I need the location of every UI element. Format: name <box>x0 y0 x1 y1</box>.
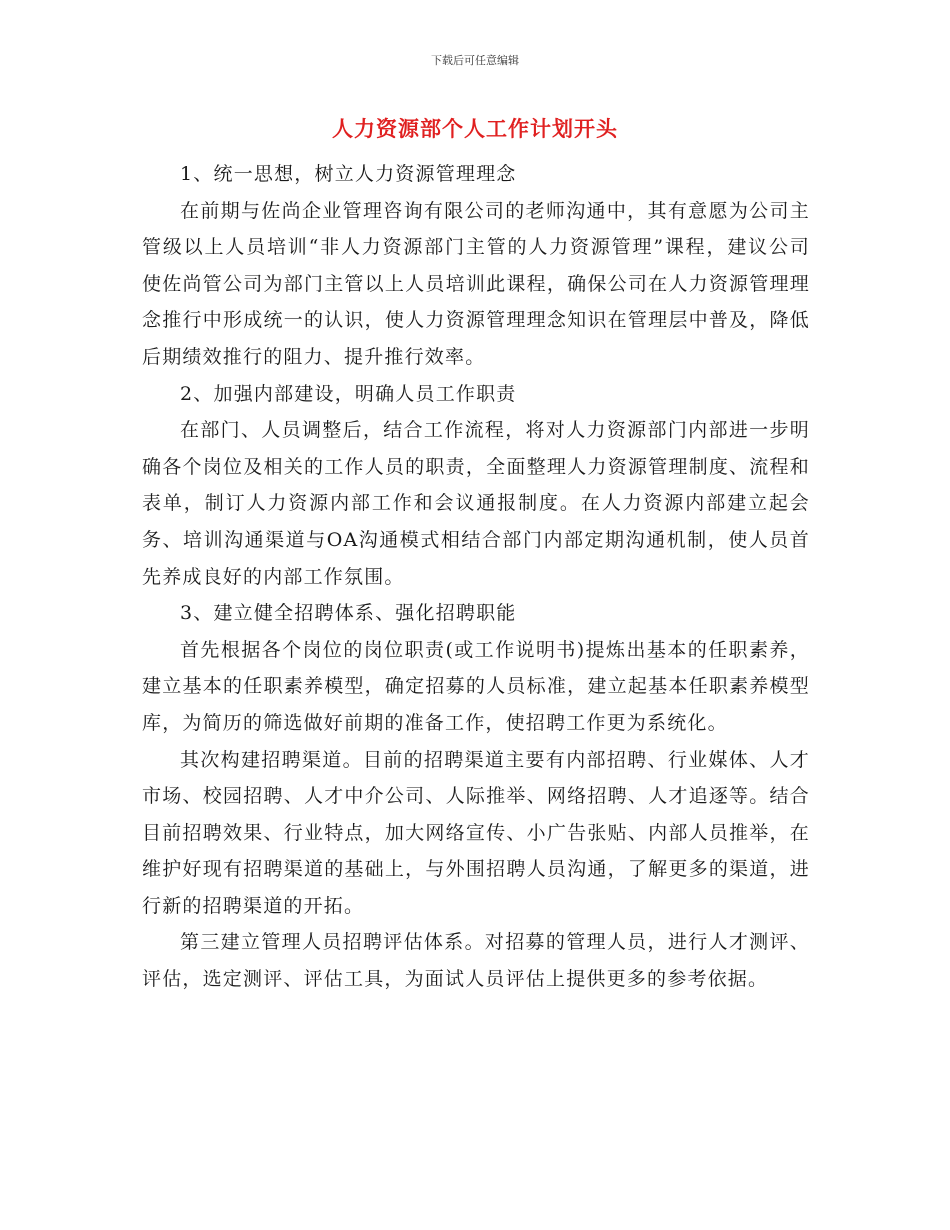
paragraph: 首先根据各个岗位的岗位职责(或工作说明书)提炼出基本的任职素养，建立基本的任职素养模型，确定招募的人员标准，建立起基本任职素养模型库，为简历的筛选做好前期的准备工作，使招聘工作更为系统化。 <box>142 638 810 734</box>
paragraph: 在部门、人员调整后，结合工作流程，将对人力资源部门内部进一步明确各个岗位及相关的工作人员的职责，全面整理人力资源管理制度、流程和表单，制订人力资源内部工作和会议通报制度。在人力资源内部建立起会务、培训沟通渠道与OA沟通模式相结合部门内部定期沟通机制，使人员首先养成良好的内部工作氛围。 <box>142 419 810 588</box>
paragraph: 在前期与佐尚企业管理咨询有限公司的老师沟通中，其有意愿为公司主管级以上人员培训“非人力资源部门主管的人力资源管理”课程，建议公司使佐尚管公司为部门主管以上人员培训此课程，确保公司在人力资源管理理念推行中形成统一的认识，使人力资源管理理念知识在管理层中普及，降低后期绩效推行的阻力、提升推行效率。 <box>142 199 810 368</box>
paragraph: 其次构建招聘渠道。目前的招聘渠道主要有内部招聘、行业媒体、人才市场、校园招聘、人才中介公司、人际推举、网络招聘、人才追逐等。结合目前招聘效果、行业特点，加大网络宣传、小广告张贴、内部人员推举，在维护好现有招聘渠道的基础上，与外围招聘人员沟通，了解更多的渠道，进行新的招聘渠道的开拓。 <box>142 748 810 917</box>
header-note: 下载后可任意编辑 <box>431 54 519 67</box>
document-body <box>142 156 810 998</box>
paragraph: 第三建立管理人员招聘评估体系。对招募的管理人员，进行人才测评、评估，选定测评、评估工具，为面试人员评估上提供更多的参考依据。 <box>142 931 810 991</box>
section-heading-2: 2、加强内部建设，明确人员工作职责 <box>180 382 517 405</box>
section-heading-3: 3、建立健全招聘体系、强化招聘职能 <box>180 602 517 625</box>
section-heading-1: 1、统一思想，树立人力资源管理理念 <box>180 163 517 185</box>
document-title: 人力资源部个人工作计划开头 <box>332 117 618 141</box>
